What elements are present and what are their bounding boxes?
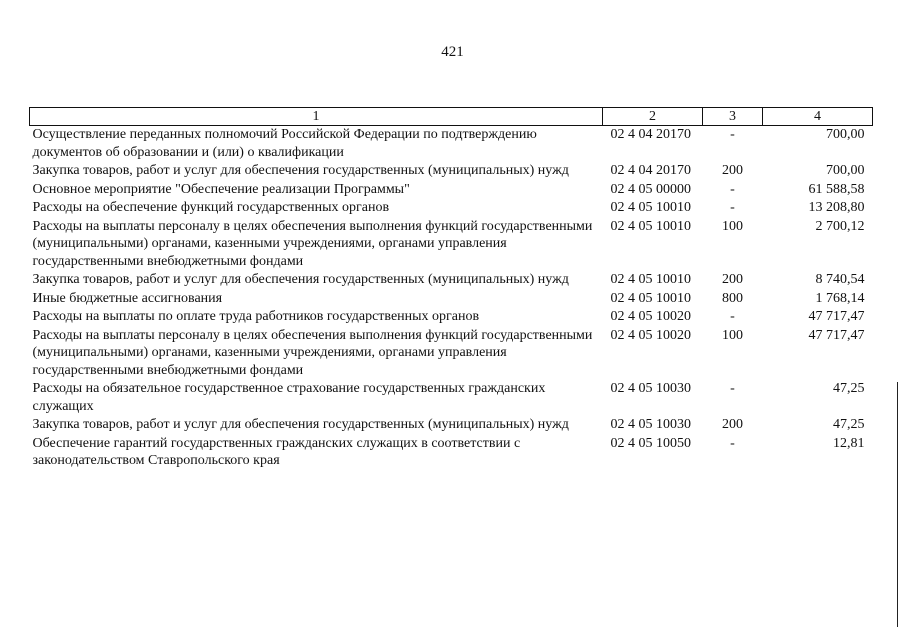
row-name: Расходы на обязательное государственное страхование государственных гражданских служащих [32, 381, 546, 414]
table-body [30, 126, 873, 471]
table-row [30, 271, 873, 290]
row-amount: 47,25 [833, 417, 865, 432]
row-amount: 700,00 [826, 127, 865, 142]
row-expense-type: 200 [722, 272, 743, 287]
row-name: Расходы на выплаты персоналу в целях обеспечения выполнения функций государственными (муниципальными) органами, казенными учреждениями, органами управления государственными внебюджетными фондами [32, 218, 593, 269]
row-code: 02 4 04 20170 [610, 163, 691, 178]
table-row [30, 435, 873, 471]
row-expense-type: 200 [722, 417, 743, 432]
table-row [30, 308, 873, 327]
row-expense-type: - [730, 309, 735, 324]
row-amount: 2 700,12 [815, 218, 865, 234]
row-name: Обеспечение гарантий государственных гражданских служащих в соответствии с законодательством Ставропольского края [32, 435, 521, 468]
row-amount: 8 740,54 [815, 272, 865, 287]
row-code: 02 4 05 10050 [610, 435, 691, 451]
row-expense-type: 800 [722, 290, 743, 306]
table-row [30, 218, 873, 272]
table-row [30, 162, 873, 181]
row-name: Расходы на выплаты по оплате труда работников государственных органов [32, 309, 480, 324]
row-expense-type: - [730, 181, 735, 197]
row-amount: 700,00 [826, 163, 865, 178]
row-expense-type: - [730, 435, 735, 451]
row-amount: 13 208,80 [808, 200, 865, 215]
header-row [30, 108, 873, 126]
row-name: Закупка товаров, работ и услуг для обеспечения государственных (муниципальных) нужд [32, 163, 569, 178]
row-code: 02 4 05 10010 [610, 200, 691, 215]
scan-margin-line [897, 382, 898, 627]
row-expense-type: - [730, 200, 735, 215]
row-code: 02 4 04 20170 [610, 127, 691, 142]
row-expense-type: - [730, 381, 735, 396]
row-expense-type: 100 [722, 218, 743, 234]
row-code: 02 4 05 10030 [610, 381, 691, 396]
table-row [30, 290, 873, 309]
row-name: Закупка товаров, работ и услуг для обеспечения государственных (муниципальных) нужд [32, 272, 569, 287]
column-header-1: 1 [30, 108, 603, 126]
budget-table [29, 107, 873, 471]
table-row [30, 199, 873, 218]
table-row [30, 380, 873, 416]
row-code: 02 4 05 10020 [610, 327, 691, 343]
column-header-4: 4 [763, 108, 873, 126]
table-row [30, 327, 873, 381]
table-row [30, 126, 873, 163]
row-code: 02 4 05 10020 [610, 309, 691, 324]
row-expense-type: 100 [722, 327, 743, 343]
row-name: Закупка товаров, работ и услуг для обеспечения государственных (муниципальных) нужд [32, 417, 569, 432]
row-code: 02 4 05 00000 [610, 181, 691, 197]
row-code: 02 4 05 10010 [610, 290, 691, 306]
row-amount: 12,81 [833, 435, 865, 451]
column-header-2: 2 [603, 108, 703, 126]
table-header [30, 108, 873, 126]
row-amount: 47 717,47 [808, 309, 865, 324]
row-amount: 47,25 [833, 381, 865, 396]
column-header-3: 3 [703, 108, 763, 126]
table-row [30, 181, 873, 200]
row-name: Основное мероприятие "Обеспечение реализации Программы" [32, 181, 410, 197]
row-name: Иные бюджетные ассигнования [32, 290, 223, 306]
row-amount: 47 717,47 [808, 327, 865, 343]
row-expense-type: 200 [722, 163, 743, 178]
row-name: Расходы на выплаты персоналу в целях обеспечения выполнения функций государственными (муниципальными) органами, казенными учреждениями, органами управления государственными внебюджетными фондами [32, 327, 593, 378]
table-row [30, 416, 873, 435]
row-name: Осуществление переданных полномочий Российской Федерации по подтверждению документов об образовании и (или) о квалификации [32, 127, 537, 160]
row-code: 02 4 05 10010 [610, 218, 691, 234]
budget-table-container [29, 107, 872, 471]
row-code: 02 4 05 10030 [610, 417, 691, 432]
page-number: 421 [441, 44, 464, 60]
row-amount: 61 588,58 [808, 181, 865, 197]
row-amount: 1 768,14 [815, 290, 865, 306]
row-name: Расходы на обеспечение функций государственных органов [32, 200, 390, 215]
row-code: 02 4 05 10010 [610, 272, 691, 287]
row-expense-type: - [730, 127, 735, 142]
